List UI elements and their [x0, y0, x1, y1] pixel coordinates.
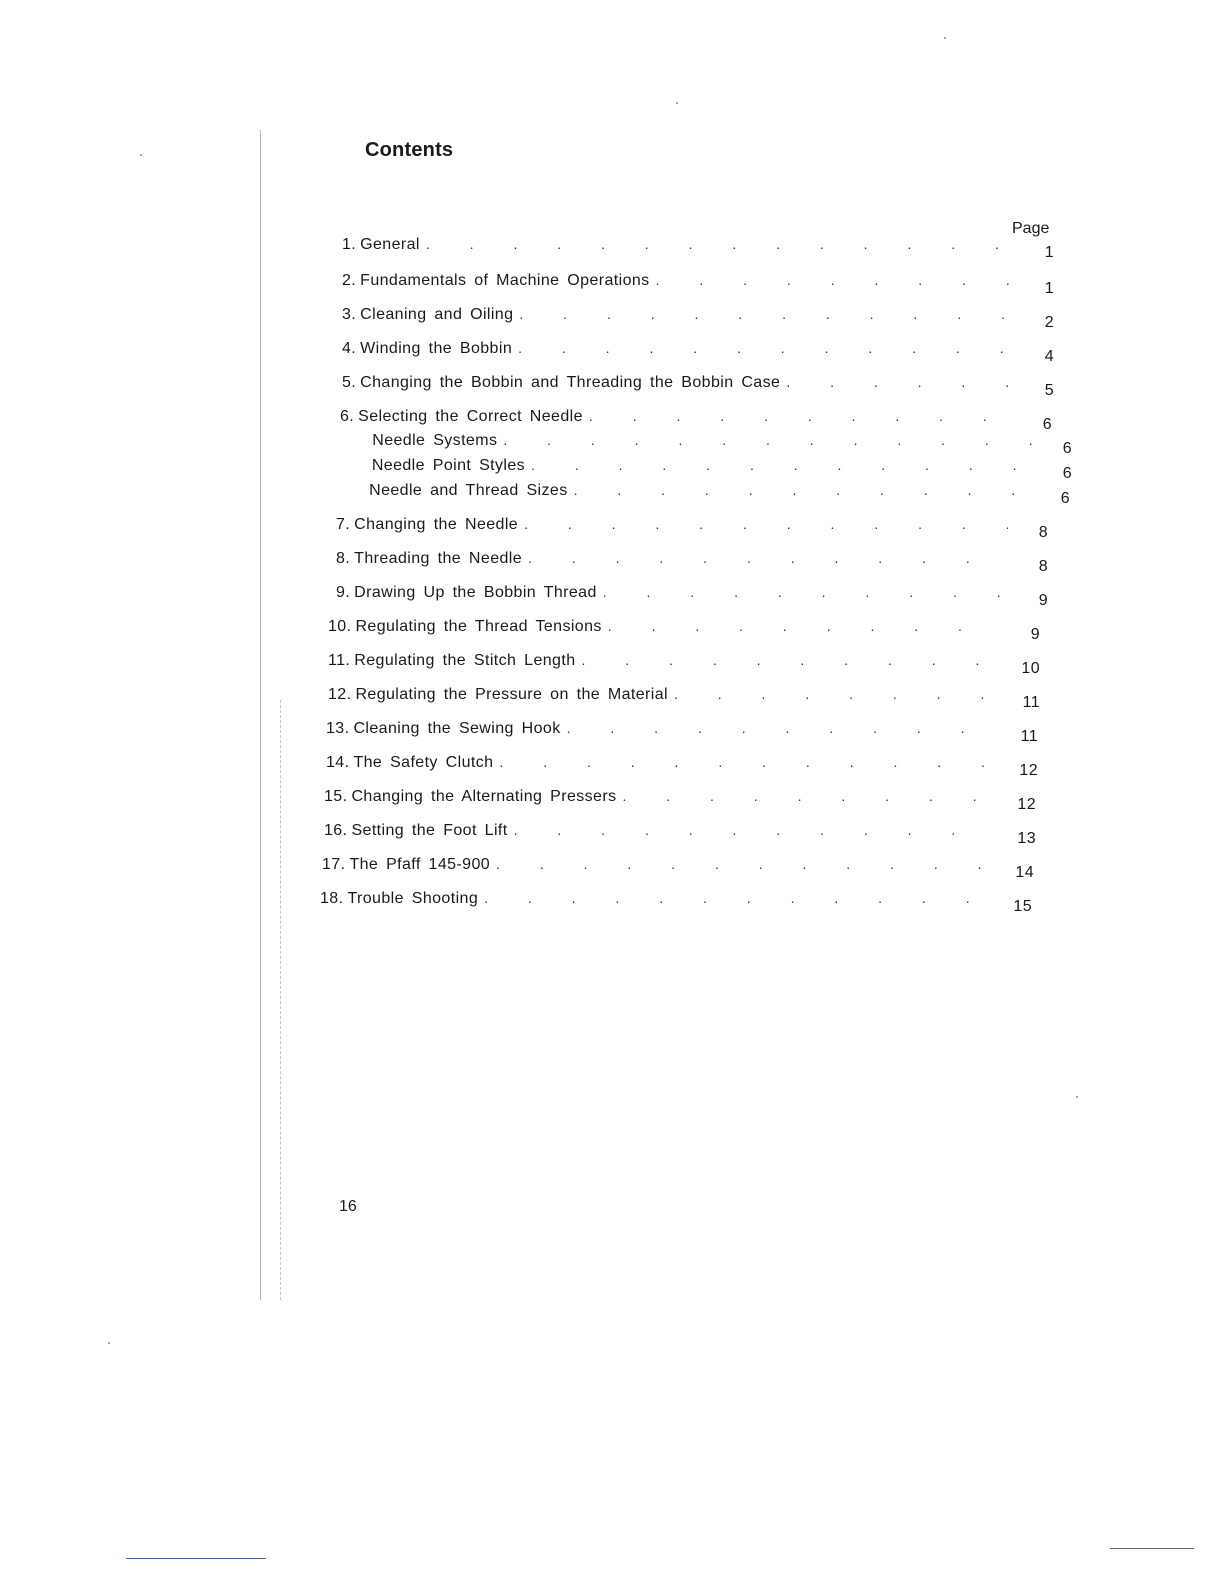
- toc-entry-title: Cleaning the Sewing Hook: [353, 720, 561, 737]
- scan-speck: [108, 1342, 110, 1344]
- toc-subentry: [358, 482, 1070, 507]
- toc-entry-page: 10: [1021, 660, 1040, 677]
- scan-speck: [1076, 1096, 1078, 1098]
- toc-entry-title: Needle Point Styles: [371, 457, 526, 474]
- dot-leader: [514, 822, 996, 838]
- dot-leader: [519, 306, 1014, 322]
- toc-entry-title: Drawing Up the Bobbin Thread: [354, 584, 597, 601]
- toc-entry-number: 13.: [326, 720, 350, 737]
- toc-entry-title: Cleaning and Oiling: [360, 306, 514, 323]
- dot-leader: [528, 550, 1008, 566]
- toc-entry-page: 11: [1022, 694, 1040, 711]
- toc-subentry: [360, 457, 1072, 482]
- toc-entry: [342, 272, 1054, 297]
- toc-entry-page: 1: [1044, 280, 1054, 297]
- dot-leader: [786, 374, 1014, 390]
- dot-leader: [524, 516, 1008, 532]
- dot-leader: [567, 720, 998, 736]
- toc-entry-number: 14.: [326, 754, 350, 771]
- toc-entry-title: Fundamentals of Machine Operations: [360, 272, 650, 289]
- toc-entry-title: Regulating the Pressure on the Material: [355, 686, 668, 703]
- toc-entry-page: 6: [1062, 440, 1072, 457]
- toc-entry-title: Needle and Thread Sizes: [369, 482, 568, 499]
- toc-entry-page: 8: [1038, 524, 1048, 541]
- page-title: Contents: [365, 139, 454, 161]
- toc-entry-number: 17.: [322, 856, 346, 873]
- toc-entry: [326, 720, 1038, 745]
- toc-entry-title: Regulating the Stitch Length: [354, 652, 576, 669]
- toc-entry-title: Trouble Shooting: [347, 890, 479, 907]
- toc-entry: [340, 408, 1052, 433]
- toc-entry-page: 9: [1030, 626, 1040, 643]
- toc-entry: [328, 686, 1040, 711]
- dot-leader: [622, 788, 996, 804]
- toc-entry-page: 14: [1015, 864, 1034, 881]
- binding-edge-shadow: [280, 700, 281, 1300]
- dot-leader: [574, 482, 1030, 498]
- dot-leader: [518, 340, 1014, 356]
- toc-entry-title: Changing the Alternating Pressers: [351, 788, 617, 805]
- toc-entry-page: 9: [1038, 592, 1048, 609]
- scan-speck: [944, 37, 946, 39]
- dot-leader: [603, 584, 1008, 600]
- toc-entry-page: 12: [1019, 762, 1038, 779]
- toc-entry: [342, 374, 1054, 399]
- toc-entry-page: 6: [1060, 490, 1070, 507]
- toc-entry: [320, 890, 1032, 915]
- toc-entry-page: 8: [1038, 558, 1048, 575]
- dot-leader: [656, 272, 1014, 288]
- toc-entry-page: 2: [1044, 314, 1054, 331]
- toc-entry-number: 18.: [320, 890, 344, 907]
- toc-entry-page: 12: [1017, 796, 1036, 813]
- toc-entry-number: 7.: [336, 516, 351, 533]
- toc-entry-number: 8.: [336, 550, 351, 567]
- toc-entry: [336, 516, 1048, 541]
- toc-entry-page: 4: [1044, 348, 1054, 365]
- scan-speck: [676, 102, 678, 104]
- footer-rule-right: [1110, 1548, 1194, 1549]
- toc-entry-number: 2.: [342, 272, 357, 289]
- toc-entry: [326, 754, 1038, 779]
- toc-entry-number: 4.: [342, 340, 357, 357]
- toc-entry-number: 16.: [324, 822, 348, 839]
- toc-entry: [342, 306, 1054, 331]
- toc-entry: [324, 822, 1036, 847]
- toc-entry-number: 10.: [328, 618, 352, 635]
- dot-leader: [496, 856, 994, 872]
- toc-entry-page: 13: [1017, 830, 1036, 847]
- toc-entry: [324, 788, 1036, 813]
- dot-leader: [426, 236, 1014, 252]
- dot-leader: [674, 686, 1000, 702]
- dot-leader: [503, 432, 1032, 448]
- toc-entry-number: 3.: [342, 306, 357, 323]
- dot-leader: [531, 457, 1032, 473]
- toc-entry-number: 11.: [328, 652, 351, 669]
- toc-entry-page: 6: [1042, 416, 1052, 433]
- toc-entry-number: 6.: [340, 408, 355, 425]
- toc-entry-title: General: [360, 236, 420, 253]
- toc-entry: [342, 340, 1054, 365]
- toc-entry-page: 15: [1013, 898, 1032, 915]
- dot-leader: [589, 408, 1012, 424]
- toc-entry-title: Threading the Needle: [354, 550, 523, 567]
- toc-entry: [328, 652, 1040, 677]
- toc-entry: [322, 856, 1034, 881]
- toc-entry-title: Selecting the Correct Needle: [358, 408, 583, 425]
- toc-entry-number: 9.: [336, 584, 351, 601]
- toc-entry-title: Regulating the Thread Tensions: [355, 618, 602, 635]
- toc-entry-title: Setting the Foot Lift: [351, 822, 508, 839]
- toc-entry-page: 6: [1062, 465, 1072, 482]
- binding-edge-line: [260, 130, 261, 1300]
- dot-leader: [484, 890, 992, 906]
- toc-subentry: [360, 432, 1072, 457]
- toc-entry-title: Needle Systems: [372, 432, 498, 449]
- toc-entry-page: 5: [1044, 382, 1054, 399]
- toc-entry-title: Changing the Bobbin and Threading the Bobbin Case: [360, 374, 781, 391]
- toc-entry: [336, 550, 1048, 575]
- toc-entry-title: Changing the Needle: [354, 516, 519, 533]
- toc-entry: [336, 584, 1048, 609]
- toc-entry-page: 11: [1020, 728, 1038, 745]
- page-column-label: Page: [1012, 220, 1050, 237]
- toc-entry-title: The Safety Clutch: [353, 754, 494, 771]
- toc-entry-title: The Pfaff 145-900: [349, 856, 491, 873]
- toc-entry-page: 1: [1044, 244, 1054, 261]
- toc-entry: [328, 618, 1040, 643]
- dot-leader: [582, 652, 1001, 668]
- dot-leader: [499, 754, 998, 770]
- toc-entry-number: 12.: [328, 686, 352, 703]
- footer-rule-left: [126, 1558, 266, 1559]
- scan-speck: [140, 154, 142, 156]
- toc-entry-number: 5.: [342, 374, 357, 391]
- page-number: 16: [339, 1198, 357, 1215]
- toc-entry-title: Winding the Bobbin: [360, 340, 513, 357]
- toc-entry-number: 15.: [324, 788, 348, 805]
- toc-entry-number: 1.: [342, 236, 357, 253]
- toc-entry: [342, 236, 1054, 261]
- dot-leader: [608, 618, 1000, 634]
